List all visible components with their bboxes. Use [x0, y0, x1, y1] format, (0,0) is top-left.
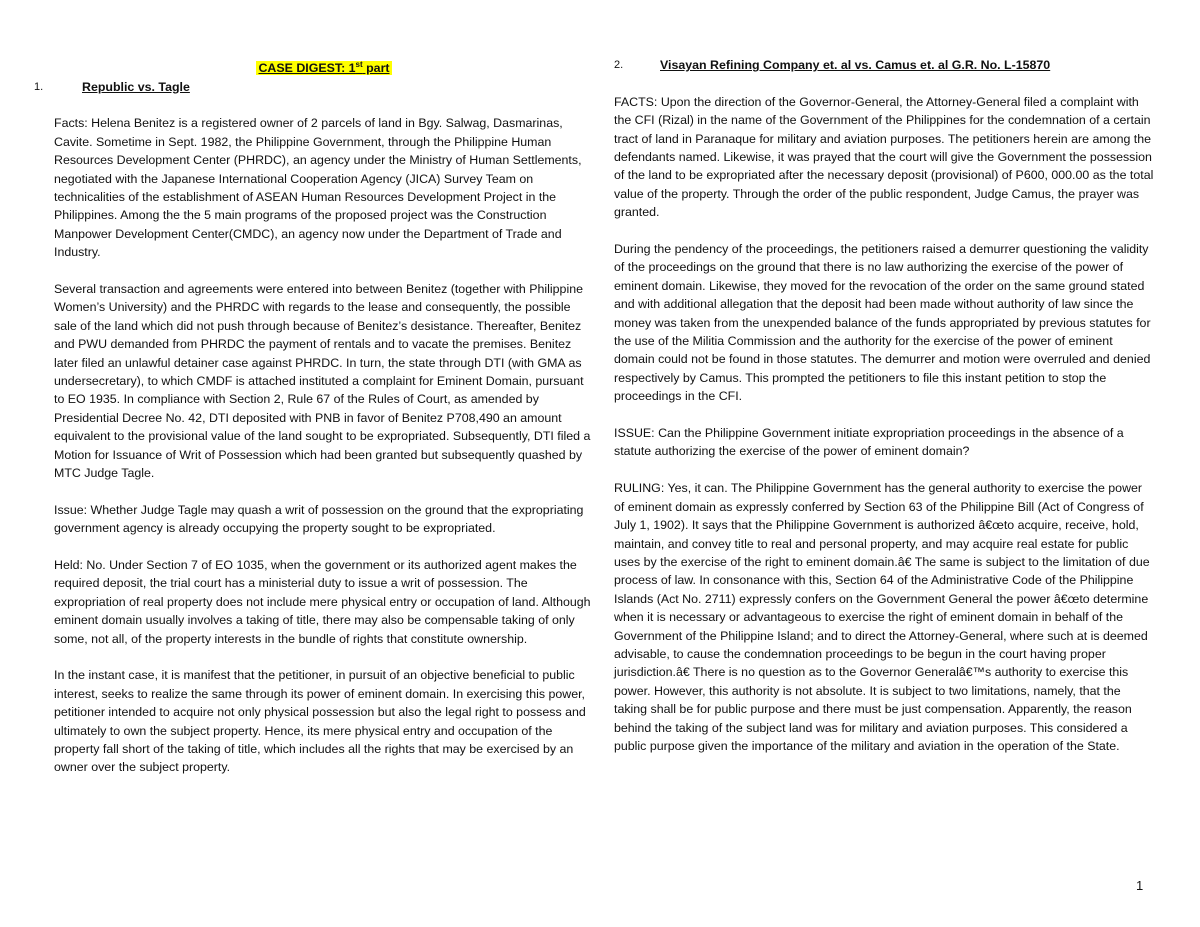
document-title-highlight: CASE DIGEST: 1st part — [258, 60, 390, 76]
issue-paragraph: Issue: Whether Judge Tagle may quash a writ of possession on the ground that the expropriating government agency is already occupying the property sought to be expropriated. — [54, 502, 584, 536]
held-paragraph: Held: No. Under Section 7 of EO 1035, when the government or its authorized agent makes the required deposit, the trial court has a ministerial duty to issue a writ of possession. The expropriation of real property does not include mere physical entry or occupation of land. Although eminent domain usually involves a taking of title, there may also be compensable taking of only some, not all, of the property interests in the bundle of rights that constitute ownership. — [54, 558, 591, 646]
ruling-paragraph: RULING: Yes, it can. The Philippine Government has the general authority to exercise the power of eminent domain as expressly conferred by Section 63 of the Philippine Bill (Act of Congress of July 1, 1902). It says that the Philippine Government is authorized â€œto acquire, receive, hold, maintain, and convey title to real and personal property, and may acquire real estate for public uses by the exercise of the right to eminent domain.â€ The same is subject to the limitation of due process of law. In consonance with this, Section 64 of the Administrative Code of the Philippine Islands (Act No. 2711) expressly confers on the Government General the power â€œto determine when it is necessary or advantageous to exercise the right of eminent domain in behalf of the Government of the Philippine Island; and to direct the Attorney-General, where such at is deemed advisable, to cause the condemnation proceedings to be begun in the court having proper jurisdiction.â€ There is no question as to the Governor Generalâ€™s authority to exercise this power. However, this authority is not absolute. It is subject to two limitations, namely, that the taking shall be for public purpose and there must be just compensation. Apparently, the reason behind the taking of the subject land was for military and aviation purposes. This considered a public purpose given the importance of the military and aviation in the operation of the State. — [614, 481, 1150, 753]
case-name: Visayan Refining Company et. al vs. Camus et. al G.R. No. L-15870 — [660, 58, 1051, 72]
issue-paragraph: ISSUE: Can the Philippine Government initiate expropriation proceedings in the absence of a statute authorizing the exercise of the power of eminent domain? — [614, 426, 1124, 459]
body-paragraph: Several transaction and agreements were entered into between Benitez (together with Philippine Women’s University) and the PHRDC with regards to the lease and consequently, the possible sale of the land which did not push through because of Benitez’s desistance. Thereafter, Benitez and PWU demanded from PHRDC the payment of rentals and to vacate the premises. Benitez later filed an unlawful detainer case against PHRDC. In turn, the state through DTI (with GMA as undersecretary), to which CMDF is attached instituted a complaint for Eminent Domain, pursuant to EO 1935. In compliance with Section 2, Rule 67 of the Rules of Court, as amended by Presidential Decree No. 42, DTI deposited with PNB in favor of Benitez P708,490 an amount equivalent to the provisional value of the land sought to be expropriated. Subsequently, DTI filed a Motion for Issuance of Writ of Possession which had been granted but subsequently quashed by MTC Judge Tagle. — [54, 281, 591, 481]
case-heading-2 — [614, 56, 1154, 74]
case-number: 2. — [614, 59, 624, 71]
facts-paragraph: Facts: Helena Benitez is a registered owner of 2 parcels of land in Bgy. Salwag, Dasmarinas, Cavite. Sometime in Sept. 1982, the Philippine Government, through the Philippine Human Resources Development Center (PHRDC), an agency under the Ministry of Human Settlements, negotiated with the Japanese International Cooperation Agency (JICA) Survey Team on technicalities of the establishment of ASEAN Human Resources Development Project in the Philippines. Among the the 5 main programs of the proposed project was the Construction Manpower Development Center(CMDC), an agency now under the Department of Trade and Industry. — [54, 116, 582, 260]
case-number: 1. — [34, 80, 44, 93]
document-title — [54, 56, 594, 78]
right-column — [614, 56, 1154, 774]
page-number: 1 — [1136, 878, 1144, 893]
body-paragraph: During the pendency of the proceedings, the petitioners raised a demurrer questioning the validity of the proceedings on the ground that there is no law authorizing the exercise of the power of eminent domain. Likewise, they moved for the revocation of the order on the same ground stated and with additional allegation that the deposit had been made without authority of law since the money was taken from the unexpended balance of the funds appropriated by previous statutes for the use of the Militia Commission and the authority for the exercise of the power of eminent domain could not be found in those statutes. The demurrer and motion were overruled and denied respectively by Camus. This prompted the petitioners to file this instant petition to stop the proceedings in the CFI. — [614, 242, 1151, 404]
left-column — [34, 56, 594, 795]
case-name: Republic vs. Tagle — [82, 79, 190, 94]
body-paragraph: In the instant case, it is manifest that the petitioner, in pursuit of an objective beneficial to public interest, seeks to realize the same through its power of eminent domain. In exercising this power, petitioner intended to acquire not only physical possession but also the legal right to possess and ultimately to own the subject property. Hence, its mere physical entry and occupation of the property fall short of the taking of title, which includes all the rights that may be exercised by an owner over the subject property. — [54, 668, 586, 775]
case-heading-1 — [34, 78, 594, 96]
facts-paragraph: FACTS: Upon the direction of the Governor-General, the Attorney-General filed a complaint with the CFI (Rizal) in the name of the Government of the Philippines for the condemnation of a certain tract of land in Paranaque for military and aviation purposes. The petitioners herein are among the defendants named. Likewise, it was prayed that the court will give the Government the possession of the land to be expropriated after the necessary deposit (provisional) of P600, 000.00 as the total value of the property. Through the order of the public respondent, Judge Camus, the prayer was granted. — [614, 94, 1154, 220]
